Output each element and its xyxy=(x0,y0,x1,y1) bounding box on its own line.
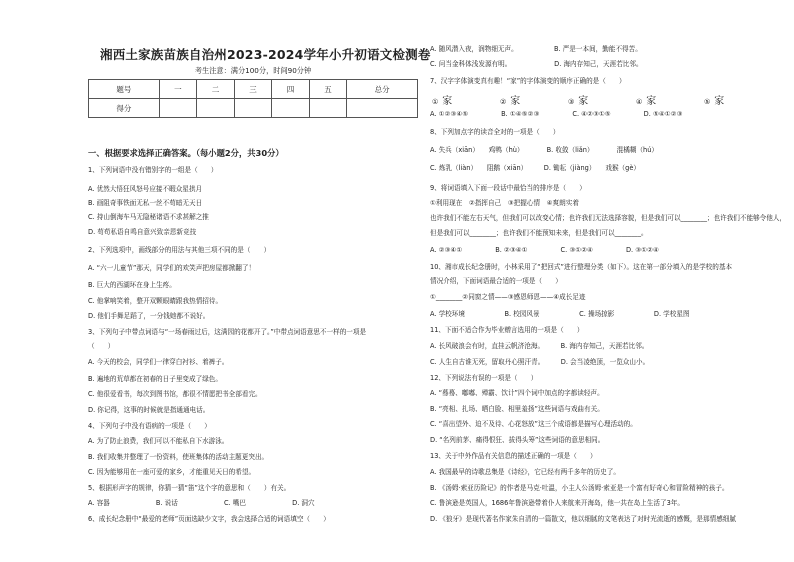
question-line: C. 持山倒海车马无隐秘诸语不求甚解之推 xyxy=(88,213,209,221)
question-line: B. 遍地的荒草都在初春的日子里变成了绿色。 xyxy=(88,375,222,383)
question-line: C. 因为能够用在一座可爱的家乡，才能重见天日的希望。 xyxy=(88,468,256,476)
question-line: A. 我国最早的诗歌总集是《诗经》，它已经有两千多年的历史了。 xyxy=(430,468,620,476)
question-line: D. 你记得，这事的时候就是指通通电话。 xyxy=(88,406,210,414)
question-line: （ ） xyxy=(88,342,115,350)
score-table-score-row xyxy=(89,99,418,118)
question-line: C. 他很爱看书，每次到图书馆，都很不情愿把书全部看完。 xyxy=(88,390,262,398)
score-table-header-row xyxy=(89,80,418,99)
score-cell xyxy=(309,99,347,118)
header-cell: 四 xyxy=(272,80,310,99)
question-line: 9、将词语填入下面一段话中最恰当的排序是（ ） xyxy=(430,184,586,192)
question-line: A. ②③④① B. ②③④① C. ③①②④ D. ③①②④ xyxy=(430,246,659,254)
score-cell xyxy=(272,99,310,118)
question-line: 但是我们可以________；也许我们不能预知未来，但是我们可以________。 xyxy=(430,229,648,237)
row-label: 得分 xyxy=(89,99,160,118)
option-number: ① xyxy=(432,98,439,106)
question-line: C. 问当金科体浅发源有明。 D. 海内存知己，天涯若比邻。 xyxy=(430,60,643,68)
q7-option xyxy=(432,92,452,107)
header-cell: 三 xyxy=(234,80,272,99)
q7-option xyxy=(636,92,656,107)
ancient-script-glyph: 家 xyxy=(578,96,589,107)
question-line: C. “喜出望外、迫不及待、心花怒放”这三个成语都是描写心理活动的。 xyxy=(430,420,637,428)
option-number: ③ xyxy=(568,98,575,106)
question-line: 12、下列说法有误的一项是（ ） xyxy=(430,374,538,382)
question-line: ①________②同窗之情——③感恩师恩——④成长足迹 xyxy=(430,293,586,301)
q7-option xyxy=(704,92,724,107)
header-cell: 总分 xyxy=(347,80,418,99)
question-line: A. 随风潜入夜，润物细无声。 B. 严是一本间，勤能不得苦。 xyxy=(430,45,642,53)
question-line: D. “名列前茅、痛得恨狂、拔得头筹”这些词语的意思相同。 xyxy=(430,436,605,444)
q7-answer-options: A. ①②③④⑤ B. ①④⑤②③ C. ④②③①⑤ D. ⑤④①②③ xyxy=(430,110,683,118)
question-line: 11、下面不适合作为毕业赠言选用的一项是（ ） xyxy=(430,326,584,334)
question-line: B. 我们收集并整理了一份资料，使班集体的活动主题更突出。 xyxy=(88,453,269,461)
question-line: 6、成长纪念册中“最爱的老师”页面选缺少文字，我会选择合适的词语填空（ ） xyxy=(88,515,330,523)
question-line: A. 为了防止浪费，我们可以不能私自下水游泳。 xyxy=(88,437,229,445)
question-line: C. 鲁滨逊是英国人，1686年鲁滨逊带着仆人来航来开海岛，他一共在岛上生活了3年。 xyxy=(430,499,684,507)
question-line: A. “六一儿童节”那天，同学们的欢笑声把房屋都掀翻了！ xyxy=(88,264,256,272)
option-number: ④ xyxy=(636,98,643,106)
question-line: D. 苟苟私语自鸣自意兴致亲恩新竞技 xyxy=(88,228,197,236)
ancient-script-glyph: 家 xyxy=(646,96,657,107)
header-cell: 二 xyxy=(197,80,235,99)
question-line: D. 《狼牙》是现代著名作家朱自清的一篇散文，他以细腻的文笔表达了对时光流逝的感慨，是那情感细腻 xyxy=(430,515,736,523)
page-title: 湘西土家族苗族自治州2023-2024学年小升初语文检测卷 xyxy=(100,47,431,62)
question-line: 2、下列选项中，画线部分的用法与其他三项不同的是（ ） xyxy=(88,246,271,254)
q7-option xyxy=(568,92,588,107)
question-line: 3、下列句子中带点词语与“一场春雨过后，这满园的花都开了。”中带点词语意思不一样的一项是 xyxy=(88,328,367,336)
question-line: B. 巨大的西湖环在身上生疼。 xyxy=(88,281,176,289)
question-line: D. 他们手舞足蹈了，一分钱她都不说好。 xyxy=(88,312,210,320)
question-line: C. 炼乳（liàn） 阻鹅（xiān） D. 锄耘（jiàng） 戏猴（gè） xyxy=(430,164,640,172)
question-line: C. 他掌响笑着，整开双颗眼睛跟我热情招待。 xyxy=(88,297,223,305)
header-cell: 五 xyxy=(309,80,347,99)
question-line: C. 人生自古谁无死，留取丹心照汗青。 D. 会当凌绝顶，一览众山小。 xyxy=(430,358,650,366)
question-line: 10、湘市成长纪念册时，小林采用了“把回式”进行整理分类（如下）。这在第一部分填入的是学校的基本 xyxy=(430,263,733,271)
question-line: A. 优然大悟狂风怒号应接不暇众星拱月 xyxy=(88,185,203,193)
question-line: A. 今天的校会，同学们一律穿白衬衫、着裤子。 xyxy=(88,358,229,366)
question-line: 4、下列句子中没有语病的一项是（ ） xyxy=(88,422,211,430)
header-cell: 题号 xyxy=(89,80,160,99)
score-table xyxy=(88,79,418,118)
question-line: 情况介绍，下面词语最合适的一项是（ ） xyxy=(430,277,562,285)
question-line: 8、下列加点字的读音全对的一项是（ ） xyxy=(430,128,560,136)
score-cell xyxy=(234,99,272,118)
question-line: B. 《汤姆·索亚历险记》的作者是马克·吐温，小主人公汤姆·索亚是一个富有好奇心和冒险精神的孩子。 xyxy=(430,484,729,492)
score-cell xyxy=(159,99,197,118)
ancient-script-glyph: 家 xyxy=(442,96,453,107)
question-line: B. “亮相、扎场、晒白脸、相里羞扬”这些词语与戏曲有关。 xyxy=(430,405,604,413)
question-line: 1、下列词语中没有错别字的一组是（ ） xyxy=(88,166,218,174)
question-line: A. “蓦蓦、嘟嘟、殚霸、饮计”四个词中加点的字都读轻声。 xyxy=(430,389,604,397)
question-line: ①利用现在 ②指挥自己 ③把握心情 ④爽朗实着 xyxy=(430,199,579,207)
score-cell xyxy=(197,99,235,118)
ancient-script-glyph: 家 xyxy=(510,96,521,107)
question-line: A. 长风破浪会有时，直挂云帆济沧海。 B. 海内存知己，天涯若比邻。 xyxy=(430,342,649,350)
q7-option xyxy=(500,92,520,107)
exam-subtitle: 考生注意：满分100分，时间90分钟 xyxy=(194,66,312,75)
question-line: 7、汉字字体演变真有趣！“家”的字体演变的顺序正确的是（ ） xyxy=(430,77,626,85)
header-cell: 一 xyxy=(159,80,197,99)
question-line: A. 学校环境 B. 校园风景 C. 操场掠影 D. 学校星图 xyxy=(430,310,690,318)
question-line: 13、关于中外作品有关信息的描述正确的一项是（ ） xyxy=(430,452,597,460)
question-line: 也许我们不能左右天气，但我们可以改变心情；也许我们无法选择容貌，但是我们可以________；也许我们不能够令他人， xyxy=(430,214,787,222)
ancient-script-glyph: 家 xyxy=(714,96,725,107)
option-number: ⑤ xyxy=(704,98,711,106)
q7-glyph-options xyxy=(430,88,770,112)
question-line: 5、根据形声字的规律，你猜一猜“笛”这个字的意思和（ ）有关。 xyxy=(88,484,291,492)
question-line: B. 画阻奇事铁面无私一丝不苟暗无天日 xyxy=(88,199,203,207)
score-cell xyxy=(347,99,418,118)
option-number: ② xyxy=(500,98,507,106)
question-line: A. 容器 B. 说话 C. 嘴巴 D. 洞穴 xyxy=(88,499,315,507)
question-line: A. 失兵（xiān） 鸡鸭（hù） B. 收敛（liǎn） 混橘糊（hú） xyxy=(430,146,658,154)
section-heading: 一、根据要求选择正确答案。（每小题2分，共30分） xyxy=(88,148,284,158)
